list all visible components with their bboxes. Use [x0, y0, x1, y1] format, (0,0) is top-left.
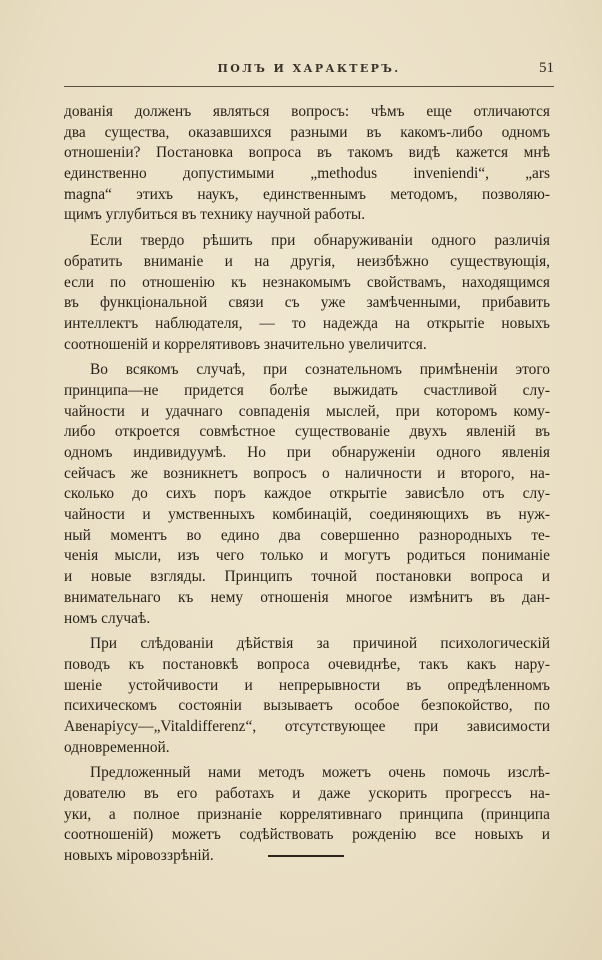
paragraph — [64, 231, 550, 355]
text-line: интеллектъ наблюдателя, — то надежда на открытіе новыхъ — [64, 314, 550, 332]
text-line: дователю въ его работахъ и даже ускорить прогрессъ на- — [64, 785, 550, 802]
text-line: уки, а полное признаніе коррелятивнаго принципа (принципа — [64, 805, 550, 823]
body-text — [64, 102, 550, 867]
text-line: два существа, оказавшихся разными въ какомъ-либо одномъ — [64, 123, 550, 141]
text-line: либо откроется совмѣстное существованіе двухъ явленій въ — [64, 423, 550, 441]
text-line: номъ случаѣ. — [64, 609, 151, 627]
text-line: magna“ этихъ наукъ, единственнымъ методомъ, позволяю- — [64, 185, 550, 203]
text-line: сейчасъ же возникнетъ вопросъ о наличности и второго, на- — [64, 464, 550, 482]
text-line: При слѣдованіи дѣйствія за причиной психологическій — [90, 635, 550, 653]
page-header — [64, 62, 554, 84]
paragraph — [64, 634, 550, 758]
text-line: новыхъ міровоззрѣній. — [64, 847, 214, 865]
text-line: ный моментъ во едино два совершенно разнородныхъ те- — [64, 526, 550, 544]
text-line: дованія долженъ являться вопросъ: чѣмъ еще отличаются — [64, 103, 550, 120]
text-line: чайности и удачнаго совпаденія мыслей, при которомъ кому- — [64, 402, 550, 420]
text-line: Предложенный нами методъ можетъ очень помочь изслѣ- — [90, 764, 550, 782]
header-rule — [64, 86, 554, 87]
text-line: внимательнаго къ нему отношенія многое измѣнитъ въ дан- — [64, 588, 550, 606]
paragraph — [64, 763, 550, 866]
text-line: обратить вниманіе и на другія, неизбѣжно существующія, — [64, 252, 550, 270]
text-line: Если твердо рѣшить при обнаруживаніи одного различія — [90, 232, 550, 250]
text-line: одномъ индивидуумѣ. Но при обнаруженіи одного явленія — [64, 444, 550, 461]
text-line: ченія мысли, изъ чего только и могутъ родиться пониманіе — [64, 547, 550, 565]
paragraph — [64, 102, 550, 226]
text-line: одновременной. — [64, 738, 170, 756]
end-rule — [268, 855, 344, 857]
text-line: соотношеній и коррелятивовъ значительно увеличится. — [64, 335, 427, 353]
text-line: Авенаріусу—„Vitaldifferenz“, отсутствующее при зависимости — [64, 717, 550, 735]
text-line: щимъ углубиться въ технику научной работы. — [64, 206, 366, 224]
running-title: ПОЛЪ И ХАРАКТЕРЪ. — [217, 62, 401, 75]
paragraph — [64, 360, 550, 629]
text-line: если по отношенію къ незнакомымъ свойствамъ, находящимся — [64, 273, 550, 291]
text-line: шеніе устойчивости и непрерывности въ опредѣленномъ — [64, 676, 550, 694]
text-line: соотношеній) можетъ содѣйствовать рожденію все новыхъ и — [64, 826, 550, 844]
text-line: Во всякомъ случаѣ, при сознательномъ примѣненіи этого — [90, 361, 550, 379]
text-line: въ функціональной связи съ уже замѣченными, прибавить — [64, 294, 550, 312]
text-line: чайности и умственныхъ комбинацій, соединяющихъ въ нуж- — [64, 506, 550, 524]
text-line: сколько до сихъ поръ каждое открытіе зависѣло отъ слу- — [64, 485, 550, 503]
text-line: отношеніи? Постановка вопроса въ такомъ видѣ кажется мнѣ — [64, 144, 550, 162]
text-line: психическомъ состояніи вызываетъ особое безпокойство, по — [64, 697, 550, 715]
page-number: 51 — [539, 60, 554, 76]
text-line: поводъ къ постановкѣ вопроса очевиднѣе, такъ какъ нару- — [64, 655, 550, 673]
text-line: и новые взгляды. Принципъ точной постановки вопроса и — [64, 568, 550, 586]
text-line: единственно допустимыми „methodus inveniendi“, „ars — [64, 165, 550, 183]
text-line: принципа—не придется болѣе выжидать счастливой слу- — [64, 381, 550, 399]
